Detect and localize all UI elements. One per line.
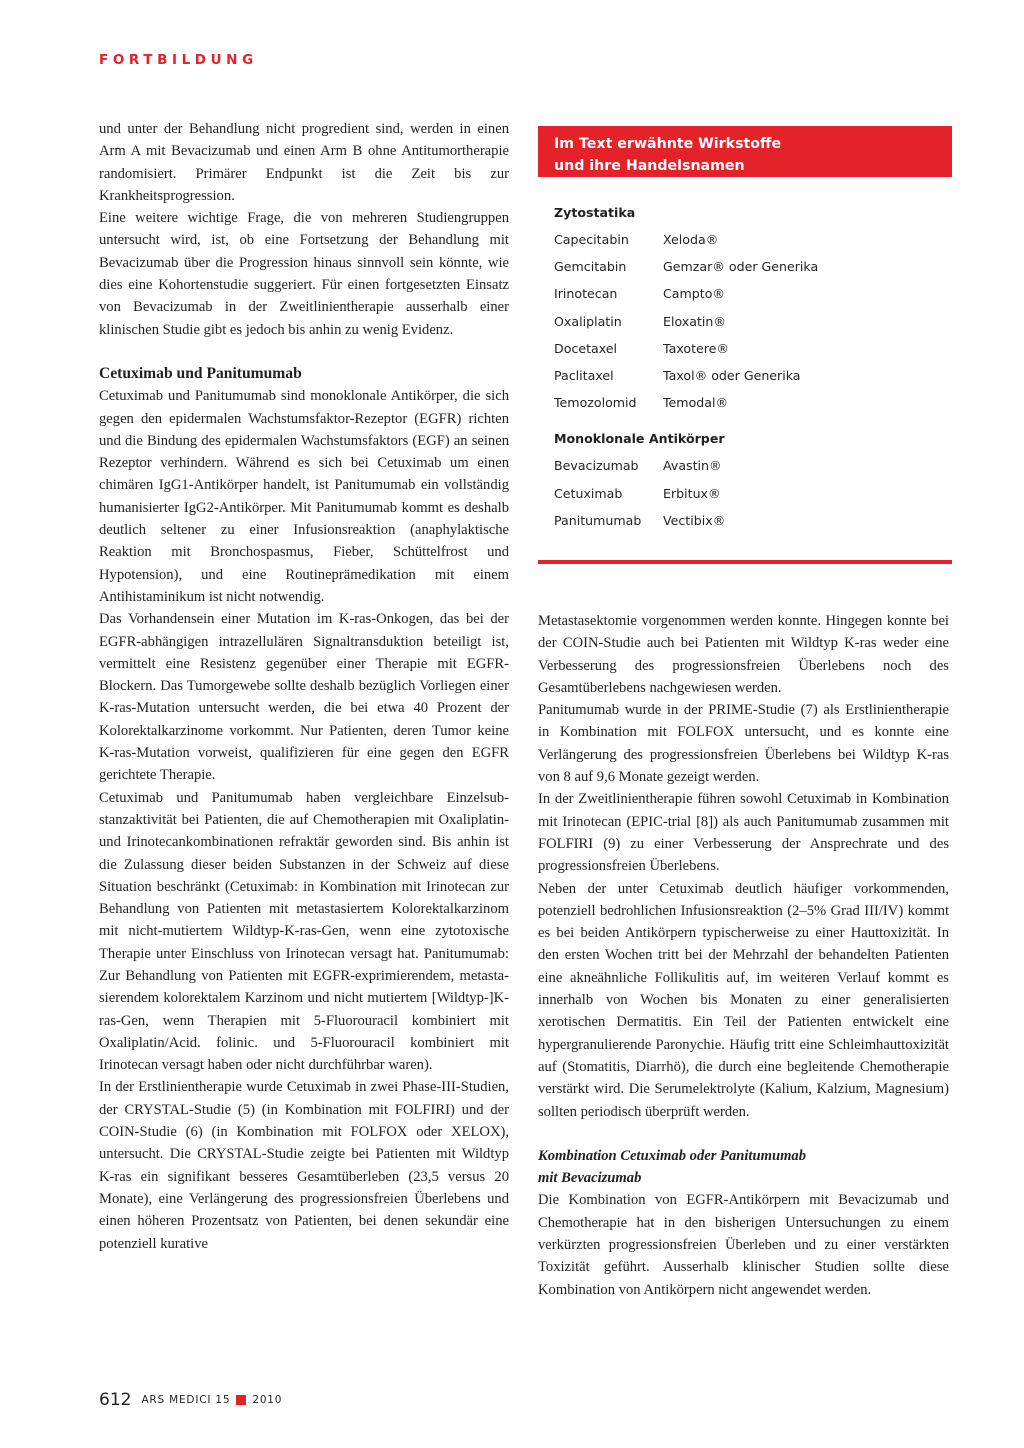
page-footer: [99, 1390, 282, 1410]
drug-trade-name: Gemzar® oder Generika: [663, 259, 819, 275]
drug-trade-name: Erbitux®: [663, 485, 721, 501]
body-paragraph: Cetuximab und Panitumumab sind monoklonale Antikörper, die sich gegen den epidermalen Wachstumsfaktor-Rezeptor (EGFR) richten und die Bindung des epidermalen Wachstumsfaktors (EGF) an seinen Rezeptor verhindern. Während es sich bei Cetuximab um einen chimären IgG1-Antikörper handelt, ist Panitumumab ein vollständig humanisierter IgG2-Antikörper. Mit Panitumumab kommt es deshalb deutlich seltener zu einer Infusionsreaktion (anaphylaktische Reaktion mit Bronchospasmus, Fieber, Schüttelfrost und Hypotension), und eine Routineprämedikation mit einem Antihistaminikum ist nicht notwendig.: [99, 388, 509, 605]
drug-substance-name: Oxaliplatin: [554, 313, 622, 329]
drug-row: [554, 308, 818, 335]
drug-row: [554, 226, 818, 253]
drug-row: [554, 335, 818, 362]
drug-substance-name: Panitumumab: [554, 512, 642, 528]
paragraph-spacer: [99, 341, 509, 363]
journal-name: ARS MEDICI 15: [141, 1394, 231, 1406]
drug-trade-name: Campto®: [663, 286, 726, 302]
drug-trade-name: Xeloda®: [663, 232, 719, 247]
body-paragraph: Panitumumab wurde in der PRIME-Studie (7) als Erstlinientherapie in Kombination mit FOLFOX untersucht, und es konnte eine Verlängerung des progressionsfreien Überlebens bei Wildtyp K-ras von 8 auf 9,6 Monate gezeigt werden.: [538, 702, 949, 786]
left-text-column: [99, 118, 509, 1255]
drug-row: [554, 507, 818, 534]
body-paragraph: Eine weitere wichtige Frage, die von mehreren Studiengruppen untersucht wird, ist, ob eine Fortsetzung der Behandlung mit Bevacizumab über die Progression hinaus sinnvoll sein könnte, wie dies eine Kohortenstudie suggeriert. Für einen fortgesetzten Einsatz von Bevacizumab in der Zweitlinientherapie ausserhalb einer klinischen Studie gibt es jedoch bis anhin zu wenig Evidenz.: [99, 210, 509, 338]
drug-substance-name: Cetuximab: [554, 485, 623, 501]
section-heading: Cetuximab und Panitumumab: [99, 364, 302, 382]
drug-substance-name: Paclitaxel: [554, 367, 614, 383]
drug-trade-name: Temodal®: [663, 395, 729, 411]
box-body: [554, 200, 818, 534]
drug-trade-name: Taxol® oder Generika: [663, 367, 801, 383]
drug-group-title: Zytostatika: [554, 205, 636, 220]
body-paragraph: Metastasektomie vorgenommen werden konnte. Hingegen konnte bei der COIN-Studie auch bei Patienten mit Wildtyp K-ras weder eine Verbesserung des progressionsfreien Überlebens noch des Gesamtüberlebens nachgewiesen werden.: [538, 613, 949, 696]
body-paragraph: Die Kombination von EGFR-Antikörpern mit Bevacizumab und Chemotherapie hat in den bisherigen Untersuchungen zu einem verkürzten progressionsfreien Überleben und zu einer verstärkten Toxizität geführt. Ausserhalb klinischer Studien sollte diese Kombination von Antikörpern nicht angewendet werden.: [538, 1192, 949, 1298]
section-label: FORTBILDUNG: [99, 52, 258, 68]
box-bottom-rule: [538, 560, 952, 564]
drug-substance-name: Irinotecan: [554, 286, 618, 302]
box-title: [538, 126, 952, 177]
group-gap: [554, 416, 818, 426]
drug-substance-name: Docetaxel: [554, 340, 618, 356]
page-number: 612: [99, 1390, 132, 1410]
drug-trade-name: Eloxatin®: [663, 313, 726, 329]
box-title-line-1: Im Text erwähnte Wirkstoffe: [554, 136, 782, 152]
body-paragraph: Neben der unter Cetuximab deutlich häufiger vorkommenden, potenziell bedrohlichen Infusionsreaktion (2–5% Grad III/IV) kommt es bei beiden Antikörpern typischerweise zu einer Hauttoxizität. In den ersten Wochen tritt bei der Mehrzahl der behandelten Patienten eine akneähnliche Follikulitis auf, im weiteren Verlauf kommt es innerhalb von Wochen bis Monaten zu einer generalisierten xerotischen Dermatitis. Ein Teil der Patienten entwickelt eine hypergranulierende Paronychie. Häufig tritt eine Schleimhauttoxizität auf (Stomatitis, Diarrhö), die durch eine begleitende Chemotherapie verstärkt wird. Die Serumelektrolyte (Kalium, Kalzium, Magnesium) sollten periodisch überprüft werden.: [538, 880, 949, 1120]
drug-substance-name: Bevacizumab: [554, 458, 639, 474]
drug-row: [554, 389, 818, 416]
subsection-heading: mit Bevacizumab: [538, 1170, 642, 1187]
drug-substance-name: Temozolomid: [554, 395, 637, 411]
drug-trade-name: Avastin®: [663, 458, 722, 474]
red-square-icon: [236, 1395, 246, 1405]
drug-row: [554, 452, 818, 479]
drug-trade-name: Vectibix®: [663, 512, 726, 528]
body-paragraph: Cetuximab und Panitumumab haben vergleichbare Einzelsubstanzaktivität bei Patienten, die auf Chemotherapien mit Oxaliplatin- und Irinotecankombinationen refraktär geworden sind. Bis anhin ist die Zulassung dieser beiden Substanzen in der Schweiz auf diese Situation beschränkt (Cetuximab: in Kombination mit Irinotecan zur Behandlung von Patienten mit metastasiertem Kolorektalkarzinom mit nicht-mutiertem Wildtyp-K-ras-Gen, wenn eine zytotoxische Therapie unter Einschluss von Irinotecan versagt hat. Panitumumab: Zur Behandlung von Patienten mit EGFR-exprimierendem, metastasierendem kolorektalem Karzinom und nicht mutiertem [Wildtyp-]K-ras-Gen, wenn Therapien mit 5-Fluorouracil kombiniert mit Oxaliplatin/Acid. folinic. und 5-Fluorouracil kombiniert mit Irinotecan versagt haben oder nicht durchführbar waren).: [99, 789, 509, 1074]
box-title-line-2: und ihre Handelsnamen: [554, 158, 745, 174]
drug-names-box: [538, 126, 952, 564]
body-paragraph: In der Erstlinientherapie wurde Cetuximab in zwei Phase-III-Studien, der CRYSTAL-Studie (5) (in Kombination mit FOLFIRI) und der COIN-Studie (6) (in Kombination mit FOLFOX oder XELOX), untersucht. Die CRYSTAL-Studie zeigte bei Patienten mit Wildtyp K-ras ein signifikant besseres Gesamtüberleben (23,5 versus 20 Monate), eine Verlängerung des progressionsfreien Überlebens und einen höheren Prozentsatz von Patienten, bei denen sekundär eine potenziell kurative: [99, 1079, 509, 1252]
drug-row: [554, 480, 818, 507]
body-paragraph: Das Vorhandensein einer Mutation im K-ras-Onkogen, das bei der EGFR-abhängigen intrazellulären Signaltransduktion beteiligt ist, vermittelt eine Resistenz gegenüber einer Therapie mit EGFR-Blockern. Das Tumorgewebe sollte deshalb bezüglich Vorliegen einer K-ras-Mutation untersucht werden, die bei etwa 40 Prozent der Kolorektalkarzinome vorkommt. Nur Patienten, deren Tumor keine K-ras-Mutation vorweist, qualifizieren für eine gegen den EGFR gerichtete Therapie.: [99, 611, 509, 784]
body-paragraph: In der Zweitlinientherapie führen sowohl Cetuximab in Kombination mit Irinotecan (EPIC-trial [8]) als auch Panitumumab zusammen mit FOLFIRI (9) zu einer Verbesserung der Ansprechrate und des progressionsfreien Überlebens.: [538, 791, 949, 875]
journal-year: 2010: [252, 1394, 283, 1406]
drug-row: [554, 280, 818, 307]
right-text-column: [538, 610, 949, 1301]
drug-trade-name: Taxotere®: [663, 340, 730, 356]
drug-group-title: Monoklonale Antikörper: [554, 431, 725, 447]
subsection-heading: Kombination Cetuximab oder Panitumumab: [538, 1147, 807, 1164]
drug-row: [554, 253, 818, 280]
body-paragraph: und unter der Behandlung nicht progredient sind, werden in einen Arm A mit Bevacizumab und einen Arm B ohne Antitumortherapie randomisiert. Primärer Endpunkt ist die Zeit bis zur Krankheitsprogression.: [99, 121, 509, 204]
drug-row: [554, 362, 818, 389]
drug-substance-name: Capecitabin: [554, 232, 629, 247]
paragraph-spacer: [538, 1123, 949, 1145]
drug-substance-name: Gemcitabin: [554, 259, 627, 275]
